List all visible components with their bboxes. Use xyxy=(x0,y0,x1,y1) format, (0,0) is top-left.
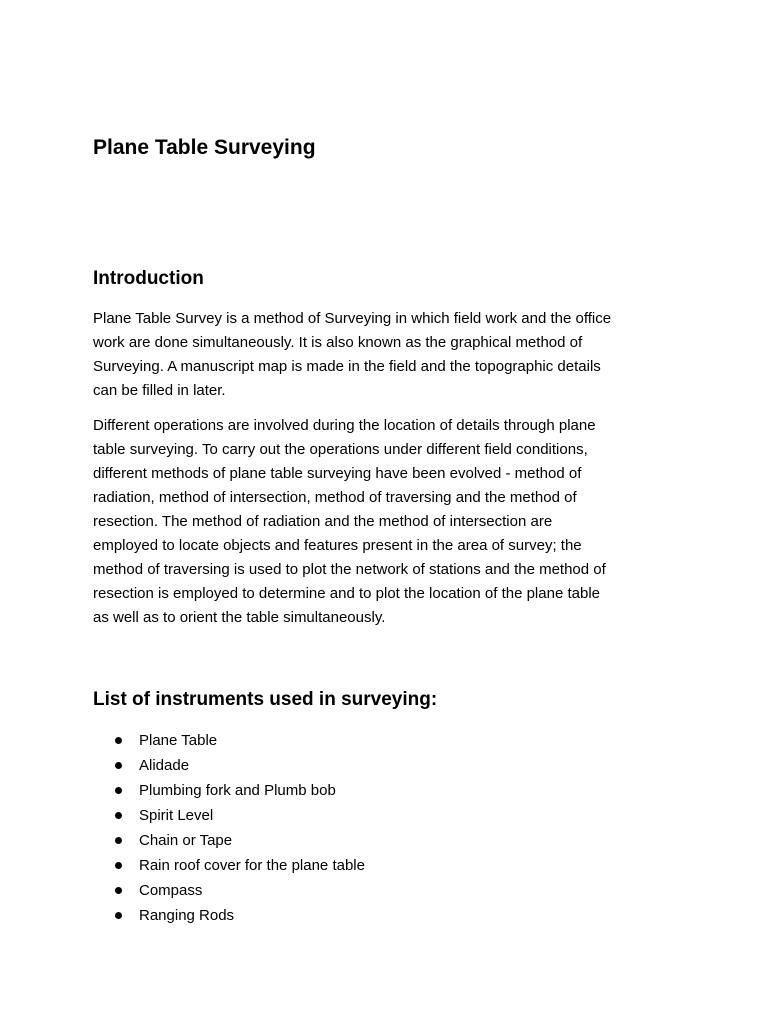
list-item-label: Plumbing fork and Plumb bob xyxy=(139,782,336,799)
paragraph-line: table surveying. To carry out the operations under different field conditions, xyxy=(93,441,588,458)
introduction-heading: Introduction xyxy=(93,268,204,289)
paragraph-line: different methods of plane table surveying have been evolved - method of xyxy=(93,465,582,482)
document-title: Plane Table Surveying xyxy=(93,136,316,159)
list-item xyxy=(93,778,365,803)
list-item xyxy=(93,728,365,753)
list-item xyxy=(93,803,365,828)
list-item xyxy=(93,853,365,878)
introduction-paragraph-1 xyxy=(93,307,683,403)
instrument-list xyxy=(93,728,365,928)
bullet-icon xyxy=(115,787,122,794)
bullet-icon xyxy=(115,862,122,869)
bullet-icon xyxy=(115,762,122,769)
list-item-label: Plane Table xyxy=(139,732,218,749)
introduction-paragraph-2 xyxy=(93,414,683,630)
paragraph-line: Different operations are involved during the location of details through plane xyxy=(93,417,596,434)
list-item-label: Chain or Tape xyxy=(139,832,233,849)
paragraph-line: can be filled in later. xyxy=(93,382,226,399)
list-item-label: Spirit Level xyxy=(139,807,214,824)
paragraph-line: employed to locate objects and features present in the area of survey; the xyxy=(93,537,582,554)
paragraph-line: Plane Table Survey is a method of Surveying in which field work and the office xyxy=(93,310,612,327)
list-item xyxy=(93,828,365,853)
paragraph-line: work are done simultaneously. It is also known as the graphical method of xyxy=(93,334,583,351)
list-item xyxy=(93,878,365,903)
instruments-heading: List of instruments used in surveying: xyxy=(93,689,438,710)
paragraph-line: radiation, method of intersection, method of traversing and the method of xyxy=(93,489,577,506)
bullet-icon xyxy=(115,887,122,894)
bullet-icon xyxy=(115,912,122,919)
bullet-icon xyxy=(115,737,122,744)
list-item-label: Rain roof cover for the plane table xyxy=(139,857,365,874)
bullet-icon xyxy=(115,837,122,844)
list-item-label: Alidade xyxy=(139,757,190,774)
bullet-icon xyxy=(115,812,122,819)
list-item-label: Ranging Rods xyxy=(139,907,235,924)
paragraph-line: resection is employed to determine and to plot the location of the plane table xyxy=(93,585,600,602)
paragraph-line: method of traversing is used to plot the network of stations and the method of xyxy=(93,561,606,578)
paragraph-line: resection. The method of radiation and the method of intersection are xyxy=(93,513,553,530)
list-item xyxy=(93,903,365,928)
paragraph-line: as well as to orient the table simultaneously. xyxy=(93,609,386,626)
list-item xyxy=(93,753,365,778)
list-item-label: Compass xyxy=(139,882,203,899)
paragraph-line: Surveying. A manuscript map is made in the field and the topographic details xyxy=(93,358,601,375)
